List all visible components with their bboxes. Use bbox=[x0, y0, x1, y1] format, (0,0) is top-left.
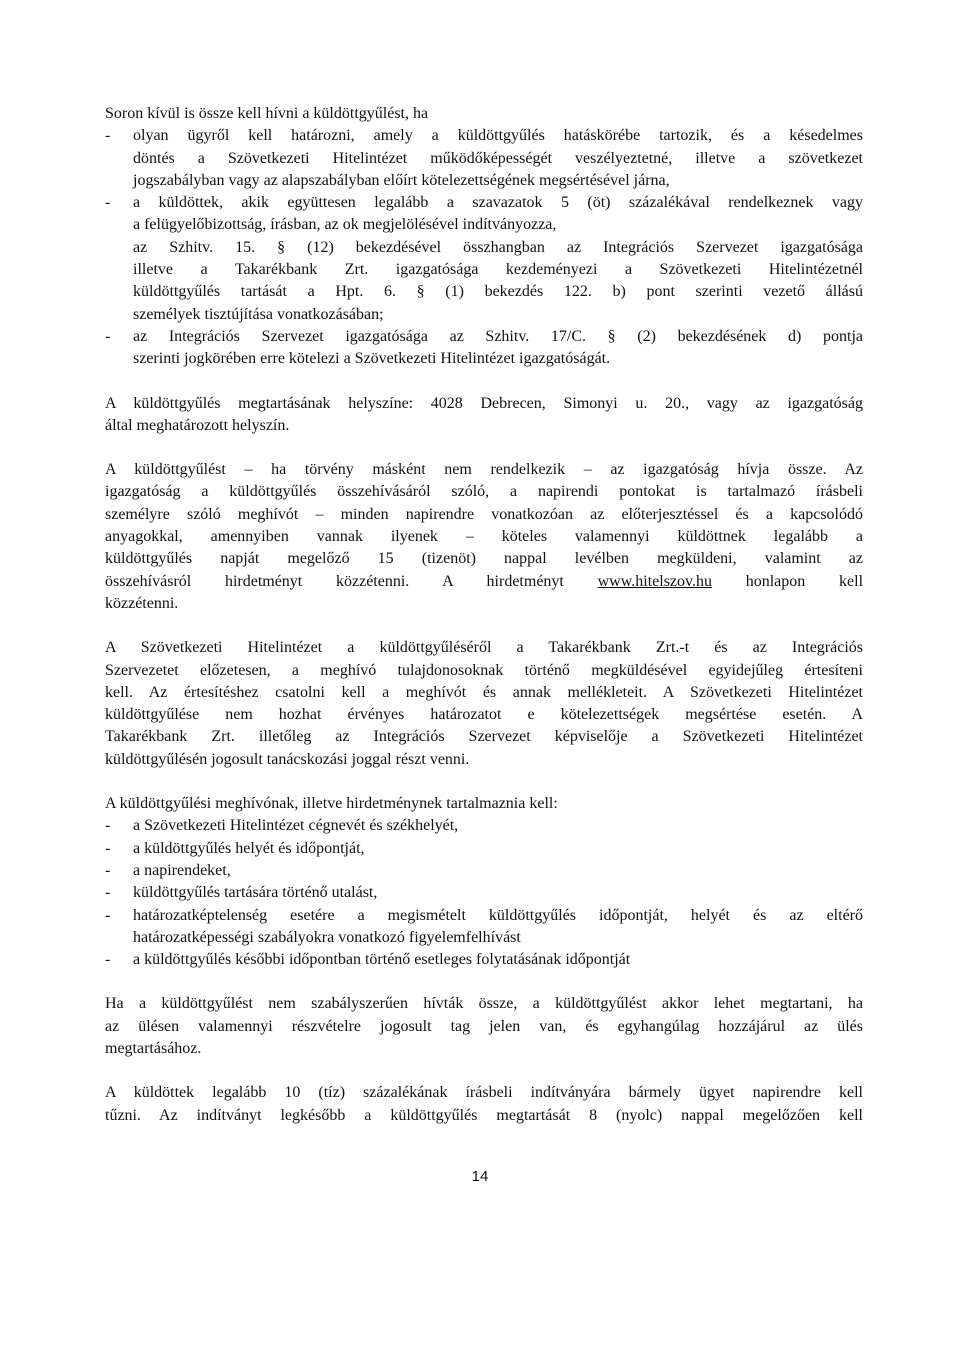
text-line: olyan ügyről kell határozni, amely a küldöttgyűlés hatáskörébe tartozik, és a késedelmes bbox=[133, 127, 863, 145]
list-dash: - bbox=[105, 884, 111, 902]
list-dash: - bbox=[105, 906, 111, 924]
text-line: A küldöttgyűlést – ha törvény másként nem rendelkezik – az igazgatóság hívja össze. Az bbox=[105, 461, 863, 479]
text-line: igazgatóság a küldöttgyűlés összehívásáról szóló, a napirendi pontokat is tartalmazó írásbeli bbox=[105, 483, 863, 501]
text-line: határozatképtelenség esetére a megismételt küldöttgyűlés időpontját, helyét és az eltérő bbox=[133, 906, 863, 924]
text-line: határozatképességi szabályokra vonatkozó figyelemfelhívást bbox=[133, 928, 521, 946]
text-line: a felügyelőbizottság, írásban, az ok megjelölésével indítványozza, bbox=[133, 216, 557, 234]
list-dash: - bbox=[105, 817, 111, 835]
paragraph-meeting-venue bbox=[105, 393, 863, 438]
text-line: anyagokkal, amennyiben vannak ilyenek – köteles valamennyi küldöttnek legalább a bbox=[105, 528, 863, 546]
document-body bbox=[105, 103, 863, 1149]
list-item bbox=[105, 326, 863, 371]
text-line: a napirendeket, bbox=[133, 861, 231, 879]
text-line: Szervezetet előzetesen, a meghívó tulajdonosoknak történő megküldésével egyidejűleg értesíteni bbox=[105, 661, 863, 679]
text-line-with-link bbox=[105, 571, 863, 593]
text-line: küldöttgyűlése nem hozhat érvényes határozatot e kötelezettségek megsértése esetén. A bbox=[105, 706, 863, 724]
text-line: közzétenni. bbox=[105, 594, 179, 612]
text-line: a küldöttek, akik együttesen legalább a szavazatok 5 (öt) százalékával rendelkeznek vagy bbox=[133, 194, 863, 212]
text-line: küldöttgyűlésén jogosult tanácskozási joggal részt venni. bbox=[105, 750, 470, 768]
text-line: személyek tisztújítása vonatkozásában; bbox=[133, 305, 384, 323]
paragraph-invitation-contents bbox=[105, 793, 863, 971]
text-line: szerinti jogkörében erre kötelezi a Szövetkezeti Hitelintézet igazgatóságát. bbox=[133, 350, 611, 368]
text-line: A Szövetkezeti Hitelintézet a küldöttgyűléséről a Takarékbank Zrt.-t és az Integrációs bbox=[105, 639, 863, 657]
text-segment: összehívásról hirdetményt közzétenni. A hirdetményt bbox=[105, 572, 564, 590]
text-line: illetve a Takarékbank Zrt. igazgatósága kezdeményezi a Szövetkezeti Hitelintézetnél bbox=[133, 261, 863, 279]
text-line: döntés a Szövetkezeti Hitelintézet működőképességét veszélyeztetné, illetve a szövetkezet bbox=[133, 149, 863, 167]
text-line: megtartásához. bbox=[105, 1039, 202, 1057]
paragraph-intro: A küldöttgyűlési meghívónak, illetve hirdetménynek tartalmaznia kell: bbox=[105, 795, 558, 813]
text-segment: honlapon kell bbox=[745, 572, 864, 590]
text-line: A küldöttek legalább 10 (tíz) százalékának írásbeli indítványára bármely ügyet napirendre kell bbox=[105, 1084, 863, 1102]
text-line: a küldöttgyűlés későbbi időpontban történő esetleges folytatásának időpontját bbox=[133, 951, 631, 969]
list-dash: - bbox=[105, 327, 111, 345]
paragraph-intro: Soron kívül is össze kell hívni a küldöttgyűlést, ha bbox=[105, 105, 429, 122]
text-line: küldöttgyűlés tartását a Hpt. 6. § (1) bekezdés 122. b) pont szerinti vezető állású bbox=[133, 283, 863, 301]
list-item bbox=[105, 949, 863, 971]
website-link[interactable]: www.hitelszov.hu bbox=[597, 572, 712, 590]
list-item bbox=[105, 838, 863, 860]
text-line: küldöttgyűlés tartására történő utalást, bbox=[133, 884, 378, 902]
list-item bbox=[105, 882, 863, 904]
text-line: A küldöttgyűlés megtartásának helyszíne: 4028 Debrecen, Simonyi u. 20., vagy az igazgatóság bbox=[105, 394, 863, 412]
paragraph-notification bbox=[105, 637, 863, 771]
text-line: által meghatározott helyszín. bbox=[105, 416, 290, 434]
text-line: tűzni. Az indítványt legkésőbb a küldöttgyűlés megtartását 8 (nyolc) nappal megelőzően kell bbox=[105, 1106, 863, 1124]
list-item bbox=[105, 905, 863, 950]
list-dash: - bbox=[105, 194, 111, 212]
text-line: a Szövetkezeti Hitelintézet cégnevét és székhelyét, bbox=[133, 817, 459, 835]
text-line: kell. Az értesítéshez csatolni kell a meghívót és annak mellékleteit. A Szövetkezeti Hitelintézet bbox=[105, 683, 863, 701]
text-line: személyre szóló meghívót – minden napirendre vonatkozóan az előterjesztéssel és a kapcsolódó bbox=[105, 505, 863, 523]
list-item bbox=[105, 815, 863, 837]
list-dash: - bbox=[105, 839, 111, 857]
paragraph-irregular-convening bbox=[105, 993, 863, 1060]
paragraph-convening bbox=[105, 459, 863, 615]
text-line: küldöttgyűlés napját megelőző 15 (tizenöt) nappal levélben megküldeni, valamint az bbox=[105, 550, 863, 568]
text-line: jogszabályban vagy az alapszabályban előírt kötelezettségének megsértésével járna, bbox=[133, 171, 670, 189]
text-line: a küldöttgyűlés helyét és időpontját, bbox=[133, 839, 365, 857]
paragraph-agenda-motion bbox=[105, 1082, 863, 1127]
text-line: az Integrációs Szervezet igazgatósága az Szhitv. 17/C. § (2) bekezdésének d) pontja bbox=[133, 327, 863, 345]
text-line: az Szhitv. 15. § (12) bekezdésével összhangban az Integrációs Szervezet igazgatósága bbox=[133, 238, 863, 256]
list-dash: - bbox=[105, 127, 111, 145]
page-number: 14 bbox=[471, 1168, 489, 1185]
list-dash: - bbox=[105, 951, 111, 969]
list-item bbox=[105, 860, 863, 882]
text-line: Ha a küldöttgyűlést nem szabályszerűen hívták össze, a küldöttgyűlést akkor lehet megtartani, ha bbox=[105, 995, 863, 1013]
text-line: Takarékbank Zrt. illetőleg az Integrációs Szervezet képviselője a Szövetkezeti Hitelintézet bbox=[105, 728, 863, 746]
text-line: az ülésen valamennyi részvételre jogosult tag jelen van, és egyhangúlag hozzájárul az ülés bbox=[105, 1017, 863, 1035]
list-item bbox=[105, 192, 863, 326]
list-dash: - bbox=[105, 861, 111, 879]
list-item bbox=[105, 125, 863, 192]
paragraph-extraordinary-meeting bbox=[105, 103, 863, 371]
